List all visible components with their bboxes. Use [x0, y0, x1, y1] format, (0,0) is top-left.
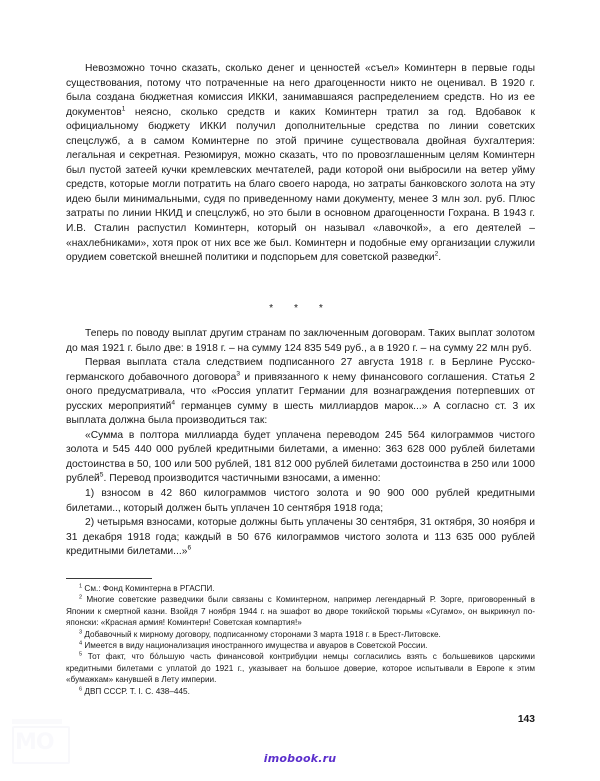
- footnote-5-marker: 5: [79, 651, 83, 658]
- paragraph-2: Теперь по поводу выплат другим странам по заключенным договорам. Таких выплат золотом до мая 1921 г. было две: в 1918 г. – на сумму 124 835 549 руб., а в 1920 г. – на сумму 22 млн руб.: [66, 328, 535, 354]
- footnote-5: [66, 651, 535, 685]
- footnote-3-text: Добавочный к мирному договору, подписанному сторонами 3 марта 1918 г. в Брест-Литовске.: [82, 629, 441, 639]
- footnotes-section: [66, 578, 535, 697]
- page-number: 143: [517, 714, 535, 725]
- footnote-6: [66, 686, 535, 697]
- footnote-ref-5[interactable]: 5: [99, 472, 104, 480]
- paragraph-1-part-3: .: [438, 252, 442, 264]
- paragraph-1-part-2: неясно, сколько средств и каких Коминтерн тратил за год. Вдобавок к официальному бюджету ИККИ получил дополнительные средства по линии советских спецслужб, а в самом Коминтерне по этой причине существовала двойная бухгалтерия: легальная и секретная. Резюмируя, можно сказать, что по провозглашенным целям Коминтерн был пустой затеей кучки кремлевских мечтателей, ради которой они выбросили на ветер уйму средств, которые могли потратить на благо своего народа, но затраты банковского золота на эту идею были минимальными, судя по приведенному нами документу, менее 3 млн зол. руб. Плюс затраты по линии НКИД и спецслужб, но это были в основном драгоценности Гохрана. В 1943 г. И.В. Сталин распустил Коминтерн, который он называл «лавочкой», а его деятелей – «нахлебниками», хотя прок от них все же был. Коминтерн и подобные ему организации служили орудием советской внешней политики и подспорьем для советской разведки: [66, 106, 535, 264]
- footnote-2-text: Многие советские разведчики были связаны с Коминтерном, например легендарный Р. Зорге, приговоренный в Японии к смертной казни. Взойдя 7 ноября 1944 г. на эшафот во дворе токийской тюрьмы «Сугамо», он выкрикнул по-японски: «Красная армия! Коминтерн! Советская компартия!»: [66, 595, 535, 628]
- footnote-1: [66, 583, 535, 594]
- footnote-ref-4[interactable]: 4: [171, 399, 176, 407]
- footnote-separator-rule: [66, 578, 152, 579]
- paragraph-4-quote: [66, 429, 535, 487]
- footnote-2: [66, 594, 535, 628]
- paragraph-1-part-1: Невозможно точно сказать, сколько денег и ценностей «съел» Коминтерн в первые годы существования, потому что потраченные на него драгоценности никто не оценивал. В 1920 г. была создана бюджетная комиссия ИККИ, занимавшаяся распределением средств. Но из ее документов: [66, 63, 535, 118]
- footnote-6-text: ДВП СССР. Т. I. С. 438–445.: [82, 686, 190, 696]
- footnote-ref-6[interactable]: 6: [187, 544, 192, 552]
- section-separator: * * *: [269, 303, 332, 314]
- paragraph-4-part-2: . Перевод производится частичными взносами, а именно:: [103, 473, 381, 485]
- footnote-1-marker: 1: [79, 583, 83, 590]
- paragraph-3-part-3: германцев сумму в шесть миллиардов марок...» А согласно ст. 3 их выплата должна была производиться так:: [66, 400, 535, 427]
- footnote-2-marker: 2: [79, 594, 83, 601]
- watermark-logo-bar: [12, 719, 62, 724]
- footnote-6-marker: 6: [79, 685, 83, 692]
- paragraph-3: [66, 356, 535, 429]
- body-text-block-bottom: [66, 327, 535, 560]
- footnote-ref-2[interactable]: 2: [434, 250, 439, 258]
- paragraph-6-list-item-2: [66, 516, 535, 560]
- footnote-4-marker: 4: [79, 640, 83, 647]
- paragraph-1: [66, 62, 535, 266]
- footnote-ref-3[interactable]: 3: [236, 370, 241, 378]
- footnote-4-text: Имеется в виду национализация иностранного имущества и авуаров в Советской России.: [82, 641, 428, 651]
- watermark-logo-text: MO: [15, 730, 54, 755]
- paragraph-6-part-1: 2) четырьмя взносами, которые должны быть уплачены 30 сентября, 31 октября, 30 ноября и 31 декабря 1918 года; каждый в 50 676 килограммов чистого золота и 113 635 000 рублей кредитными билетами...»: [66, 517, 535, 558]
- footnote-3: [66, 629, 535, 640]
- paragraph-3-part-2: и привязанного к нему финансового соглашения. Статья 2 оного предусматривала, что «Россия уплатит Германии для вознаграждения потерпевших от русских мероприятий: [66, 371, 535, 412]
- paragraph-5-list-item-1: 1) взносом в 42 860 килограммов чистого золота и 90 900 000 рублей кредитными билетами.., который должен быть уплачен 10 сентября 1918 года;: [66, 488, 535, 514]
- footnote-ref-1[interactable]: 1: [121, 105, 126, 113]
- watermark-site-url: imobook.ru: [263, 752, 337, 765]
- footnote-4: [66, 640, 535, 651]
- paragraph-3-part-1: Первая выплата стала следствием подписанного 27 августа 1918 г. в Берлине Русско-германского добавочного договора: [66, 357, 535, 383]
- body-text-block-top: [66, 62, 535, 266]
- paragraph-4-part-1: «Сумма в полтора миллиарда будет уплачена переводом 245 564 килограммов чистого золота и 545 440 000 рублей кредитными билетами, а именно: 363 628 000 рублей билетами достоинства в 50, 100 или 500 рублей, 181 812 000 рублей билетами достоинства в 250 или 1000 рублей: [66, 429, 535, 485]
- footnote-1-text: См.: Фонд Коминтерна в РГАСПИ.: [82, 584, 215, 593]
- footnote-5-text: Тот факт, что бо́льшую часть финансовой контрибуции немцы согласились взять с большевиков царскими кредитными билетами с уплатой до 1921 г., указывает на большое доверие, которое испытывали в Европе к этим «бумажкам» канувшей в Лету империи.: [66, 652, 535, 685]
- footnote-3-marker: 3: [79, 628, 83, 635]
